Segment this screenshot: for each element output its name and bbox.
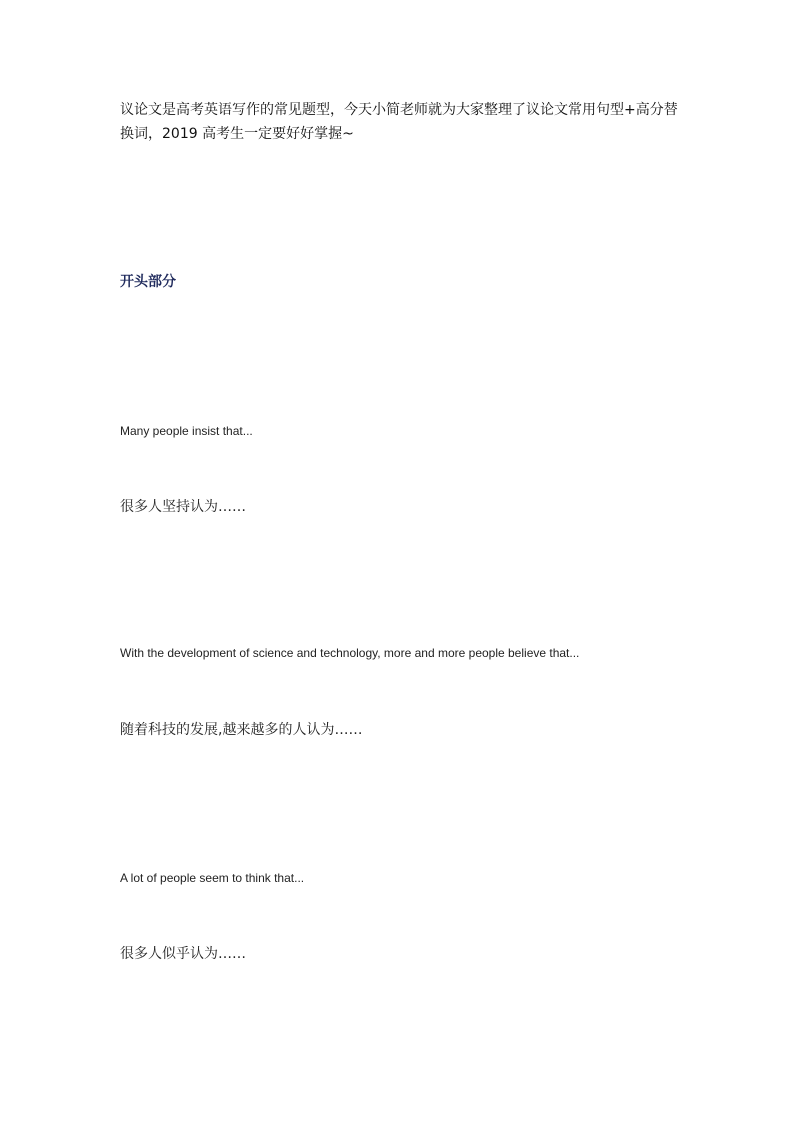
phrase-english-3: A lot of people seem to think that... bbox=[120, 871, 305, 885]
phrase-english-2: With the development of science and technology, more and more people believe that... bbox=[120, 646, 580, 660]
intro-paragraph: 议论文是高考英语写作的常见题型，今天小简老师就为大家整理了议论文常用句型+高分替换词，2019 高考生一定要好好掌握~ bbox=[120, 102, 678, 142]
phrase-chinese-3: 很多人似乎认为…… bbox=[120, 946, 246, 962]
phrase-chinese-1: 很多人坚持认为…… bbox=[120, 499, 246, 515]
phrase-english-1: Many people insist that... bbox=[120, 424, 253, 438]
phrase-chinese-2: 随着科技的发展,越来越多的人认为…… bbox=[120, 722, 363, 738]
section-heading: 开头部分 bbox=[120, 274, 176, 290]
